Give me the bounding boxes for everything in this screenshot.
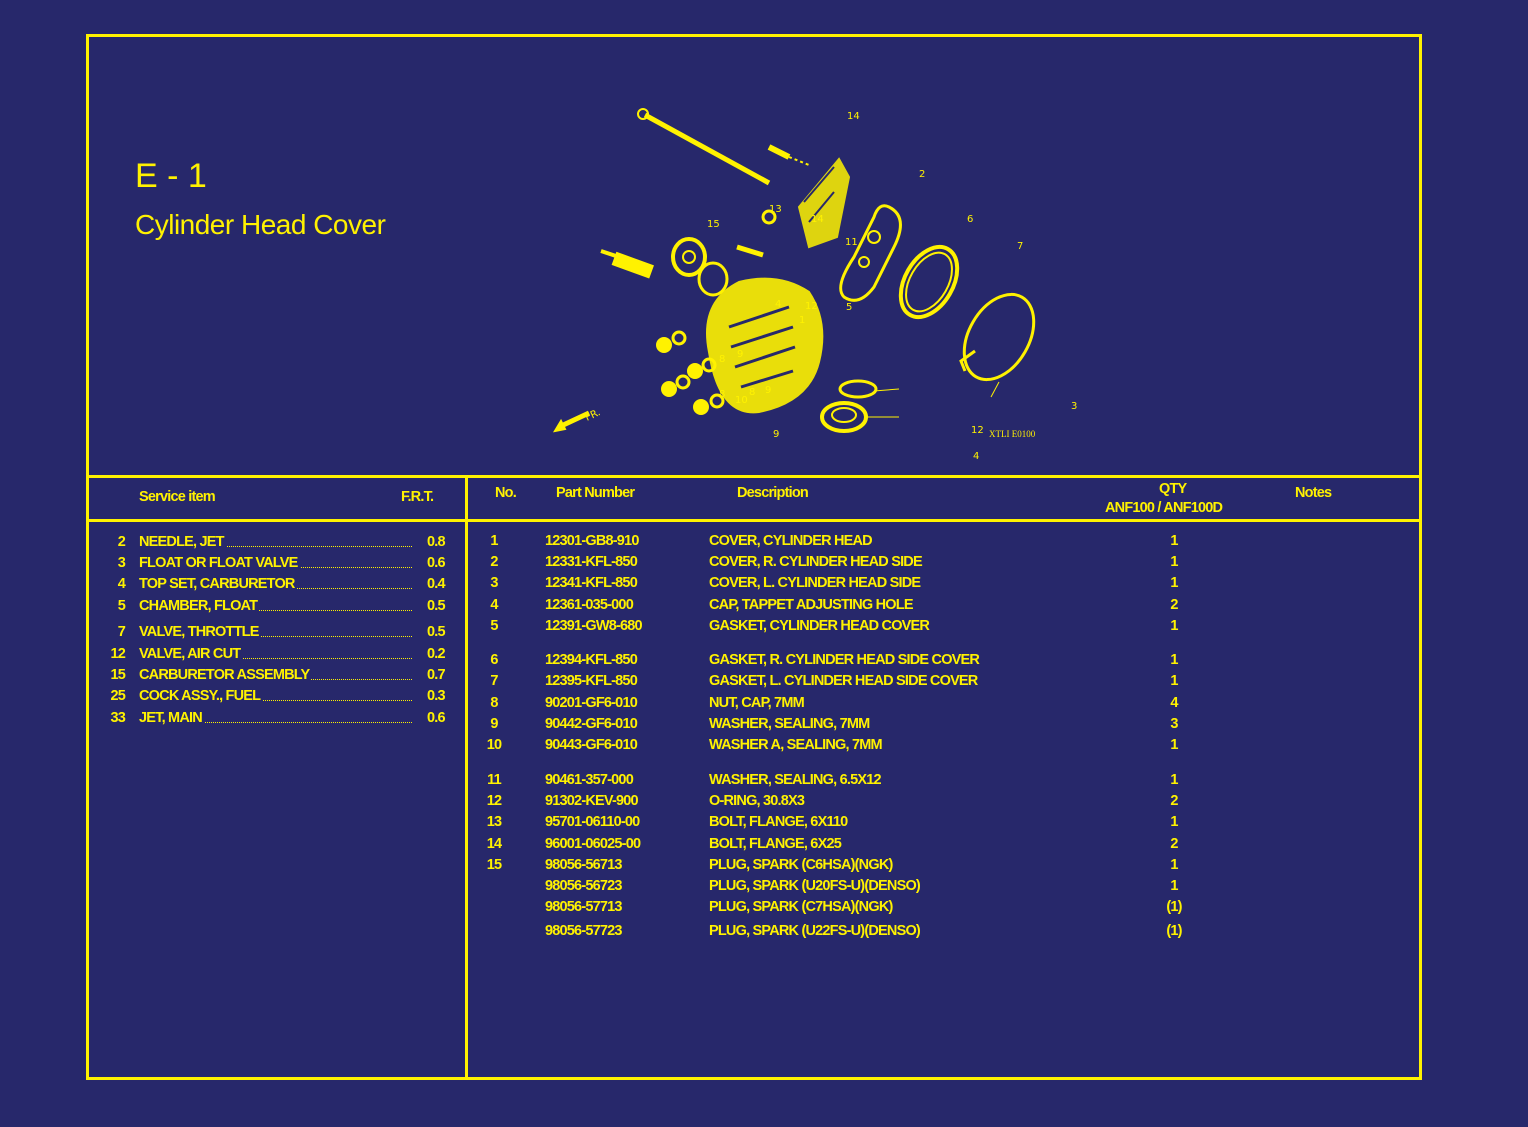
parts-row-description: WASHER, SEALING, 6.5X12 <box>709 772 881 788</box>
service-row-num: 5 <box>117 598 125 614</box>
diagram-reference: XTLI E0100 <box>989 429 1036 439</box>
parts-row-part-number: 96001-06025-00 <box>545 836 641 852</box>
service-row-num: 25 <box>110 688 125 704</box>
service-row-frt: 0.4 <box>427 576 445 592</box>
parts-row-part-number: 98056-56723 <box>545 878 622 894</box>
service-row-num: 3 <box>117 555 125 571</box>
service-row-frt: 0.5 <box>427 598 445 614</box>
service-row-frt: 0.8 <box>427 534 445 550</box>
parts-row-qty: 3 <box>1170 716 1178 732</box>
parts-row-description: PLUG, SPARK (U20FS-U)(DENSO) <box>709 878 920 894</box>
parts-row-part-number: 12341-KFL-850 <box>545 575 637 591</box>
parts-row-no: 1 <box>490 533 498 549</box>
service-row <box>89 710 465 730</box>
parts-row-qty: 2 <box>1170 793 1178 809</box>
parts-row <box>469 597 1419 617</box>
parts-row-no: 10 <box>486 737 502 753</box>
parts-row <box>469 814 1419 834</box>
service-row-frt: 0.6 <box>427 555 445 571</box>
svg-text:6: 6 <box>967 214 974 225</box>
service-row-name: TOP SET, CARBURETOR <box>139 576 295 592</box>
parts-row-no: 5 <box>490 618 498 634</box>
parts-row <box>469 533 1419 553</box>
service-item-header: Service item <box>139 489 215 505</box>
parts-row <box>469 857 1419 877</box>
parts-row-no: 3 <box>490 575 498 591</box>
parts-row-description: BOLT, FLANGE, 6X25 <box>709 836 841 852</box>
service-row-name: VALVE, AIR CUT <box>139 646 241 662</box>
parts-row-qty: 1 <box>1170 772 1178 788</box>
parts-row-description: PLUG, SPARK (C6HSA)(NGK) <box>709 857 893 873</box>
parts-row-description: WASHER, SEALING, 7MM <box>709 716 870 732</box>
parts-row-qty: 1 <box>1170 878 1178 894</box>
parts-row-qty: 2 <box>1170 836 1178 852</box>
svg-text:10: 10 <box>735 395 748 406</box>
parts-row-part-number: 98056-57713 <box>545 899 622 915</box>
svg-text:3: 3 <box>1071 401 1078 412</box>
service-row <box>89 555 465 575</box>
parts-row-no: 4 <box>490 597 498 613</box>
parts-row <box>469 695 1419 715</box>
parts-row <box>469 652 1419 672</box>
parts-row-qty: 1 <box>1170 673 1178 689</box>
parts-row-no: 15 <box>486 857 502 873</box>
parts-row-qty: 1 <box>1170 618 1178 634</box>
svg-text:8: 8 <box>749 387 756 398</box>
parts-row-description: GASKET, L. CYLINDER HEAD SIDE COVER <box>709 673 978 689</box>
bolt-14-top <box>769 147 809 165</box>
service-row <box>89 624 465 644</box>
service-row-name: COCK ASSY., FUEL <box>139 688 261 704</box>
parts-row-no: 9 <box>490 716 498 732</box>
parts-row-qty: 1 <box>1170 652 1178 668</box>
service-row <box>89 598 465 618</box>
parts-row-part-number: 12391-GW8-680 <box>545 618 642 634</box>
section-code: E - 1 <box>135 157 207 195</box>
svg-text:14: 14 <box>847 111 860 122</box>
parts-row-no: 7 <box>490 673 498 689</box>
part-number-header: Part Number <box>556 485 635 501</box>
service-row-name: NEEDLE, JET <box>139 534 224 550</box>
parts-row-qty: 1 <box>1170 814 1178 830</box>
parts-row-description: CAP, TAPPET ADJUSTING HOLE <box>709 597 913 613</box>
service-row <box>89 688 465 708</box>
service-row-name: VALVE, THROTTLE <box>139 624 259 640</box>
svg-text:14: 14 <box>811 214 824 225</box>
parts-row-no: 14 <box>486 836 502 852</box>
parts-row-description: NUT, CAP, 7MM <box>709 695 804 711</box>
service-row-frt: 0.7 <box>427 667 445 683</box>
service-row-name: FLOAT OR FLOAT VALVE <box>139 555 298 571</box>
service-row-name: CARBURETOR ASSEMBLY <box>139 667 310 683</box>
parts-row-part-number: 98056-56713 <box>545 857 622 873</box>
svg-text:7: 7 <box>1017 241 1024 252</box>
service-row-name: JET, MAIN <box>139 710 202 726</box>
parts-row-part-number: 12395-KFL-850 <box>545 673 637 689</box>
parts-row-part-number: 95701-06110-00 <box>545 814 640 830</box>
parts-row-qty: 2 <box>1170 597 1178 613</box>
service-row <box>89 646 465 666</box>
svg-text:1: 1 <box>799 315 806 326</box>
parts-row-part-number: 12394-KFL-850 <box>545 652 637 668</box>
parts-row-part-number: 12361-035-000 <box>545 597 633 613</box>
service-row-num: 4 <box>117 576 125 592</box>
notes-header: Notes <box>1295 485 1332 501</box>
parts-row <box>469 716 1419 736</box>
service-row-frt: 0.2 <box>427 646 445 662</box>
service-row-name: CHAMBER, FLOAT <box>139 598 258 614</box>
svg-text:8: 8 <box>719 354 726 365</box>
parts-row-qty: (1) <box>1166 923 1182 939</box>
spark-plug <box>601 251 653 277</box>
service-row-frt: 0.6 <box>427 710 445 726</box>
svg-text:15: 15 <box>707 219 720 230</box>
divider-vertical <box>465 475 468 1077</box>
no-header: No. <box>495 485 516 501</box>
parts-row-qty: 1 <box>1170 533 1178 549</box>
parts-row-part-number: 90442-GF6-010 <box>545 716 637 732</box>
parts-row-description: O-RING, 30.8X3 <box>709 793 805 809</box>
service-row-num: 2 <box>117 534 125 550</box>
service-row-frt: 0.5 <box>427 624 445 640</box>
parts-row-description: BOLT, FLANGE, 6X110 <box>709 814 848 830</box>
svg-text:5: 5 <box>846 302 853 313</box>
parts-row-qty: 1 <box>1170 857 1178 873</box>
parts-row-part-number: 90443-GF6-010 <box>545 737 637 753</box>
parts-row <box>469 673 1419 693</box>
parts-row-description: GASKET, CYLINDER HEAD COVER <box>709 618 930 634</box>
parts-row <box>469 575 1419 595</box>
parts-sheet-frame <box>86 34 1422 1080</box>
parts-row-description: PLUG, SPARK (U22FS-U)(DENSO) <box>709 923 920 939</box>
parts-row-qty: 1 <box>1170 554 1178 570</box>
svg-text:9: 9 <box>773 429 780 440</box>
parts-row-qty: (1) <box>1166 899 1182 915</box>
parts-row-description: COVER, L. CYLINDER HEAD SIDE <box>709 575 921 591</box>
parts-row-no: 8 <box>490 695 498 711</box>
parts-row <box>469 618 1419 638</box>
parts-row-part-number: 90201-GF6-010 <box>545 695 637 711</box>
svg-text:4: 4 <box>973 451 980 462</box>
parts-row <box>469 899 1419 919</box>
svg-text:2: 2 <box>919 169 926 180</box>
parts-row <box>469 836 1419 856</box>
parts-row-description: COVER, CYLINDER HEAD <box>709 533 872 549</box>
svg-text:9: 9 <box>737 349 744 360</box>
parts-row <box>469 772 1419 792</box>
parts-row <box>469 793 1419 813</box>
parts-row-no: 6 <box>490 652 498 668</box>
parts-row-no: 2 <box>490 554 498 570</box>
qty-models-header: ANF100 / ANF100D <box>1105 500 1223 516</box>
svg-text:13: 13 <box>769 204 782 215</box>
section-title: Cylinder Head Cover <box>135 209 386 240</box>
parts-row-qty: 1 <box>1170 575 1178 591</box>
frt-header: F.R.T. <box>401 489 434 505</box>
parts-row-no: 12 <box>486 793 502 809</box>
parts-row <box>469 878 1419 898</box>
service-row <box>89 534 465 554</box>
svg-text:11: 11 <box>845 237 858 248</box>
parts-row-description: PLUG, SPARK (C7HSA)(NGK) <box>709 899 893 915</box>
parts-row-part-number: 12301-GB8-910 <box>545 533 639 549</box>
svg-text:8: 8 <box>719 389 726 400</box>
description-header: Description <box>737 485 808 501</box>
service-row-num: 12 <box>110 646 125 662</box>
service-row <box>89 576 465 596</box>
svg-text:FR.: FR. <box>583 407 603 424</box>
parts-row-no: 11 <box>487 772 501 788</box>
parts-row-qty: 4 <box>1170 695 1178 711</box>
divider-top <box>89 475 1419 478</box>
service-row <box>89 667 465 687</box>
parts-row <box>469 923 1419 943</box>
svg-text:4: 4 <box>775 299 782 310</box>
svg-text:12: 12 <box>971 425 984 436</box>
parts-row-part-number: 12331-KFL-850 <box>545 554 637 570</box>
parts-row-no: 13 <box>486 814 502 830</box>
exploded-parts-diagram <box>469 97 1078 462</box>
parts-row-part-number: 91302-KEV-900 <box>545 793 638 809</box>
parts-row-qty: 1 <box>1170 737 1178 753</box>
parts-row-description: WASHER A, SEALING, 7MM <box>709 737 882 753</box>
svg-text:9: 9 <box>765 385 772 396</box>
parts-row-part-number: 98056-57723 <box>545 923 622 939</box>
parts-row-description: GASKET, R. CYLINDER HEAD SIDE COVER <box>709 652 980 668</box>
svg-text:12: 12 <box>805 301 818 312</box>
qty-header: QTY <box>1159 481 1187 497</box>
parts-row <box>469 554 1419 574</box>
parts-row-description: COVER, R. CYLINDER HEAD SIDE <box>709 554 922 570</box>
service-row-num: 7 <box>117 624 125 640</box>
service-row-num: 33 <box>110 710 125 726</box>
service-row-num: 15 <box>110 667 125 683</box>
divider-header <box>89 519 1419 522</box>
parts-row-part-number: 90461-357-000 <box>545 772 633 788</box>
parts-row <box>469 737 1419 757</box>
service-row-frt: 0.3 <box>427 688 445 704</box>
